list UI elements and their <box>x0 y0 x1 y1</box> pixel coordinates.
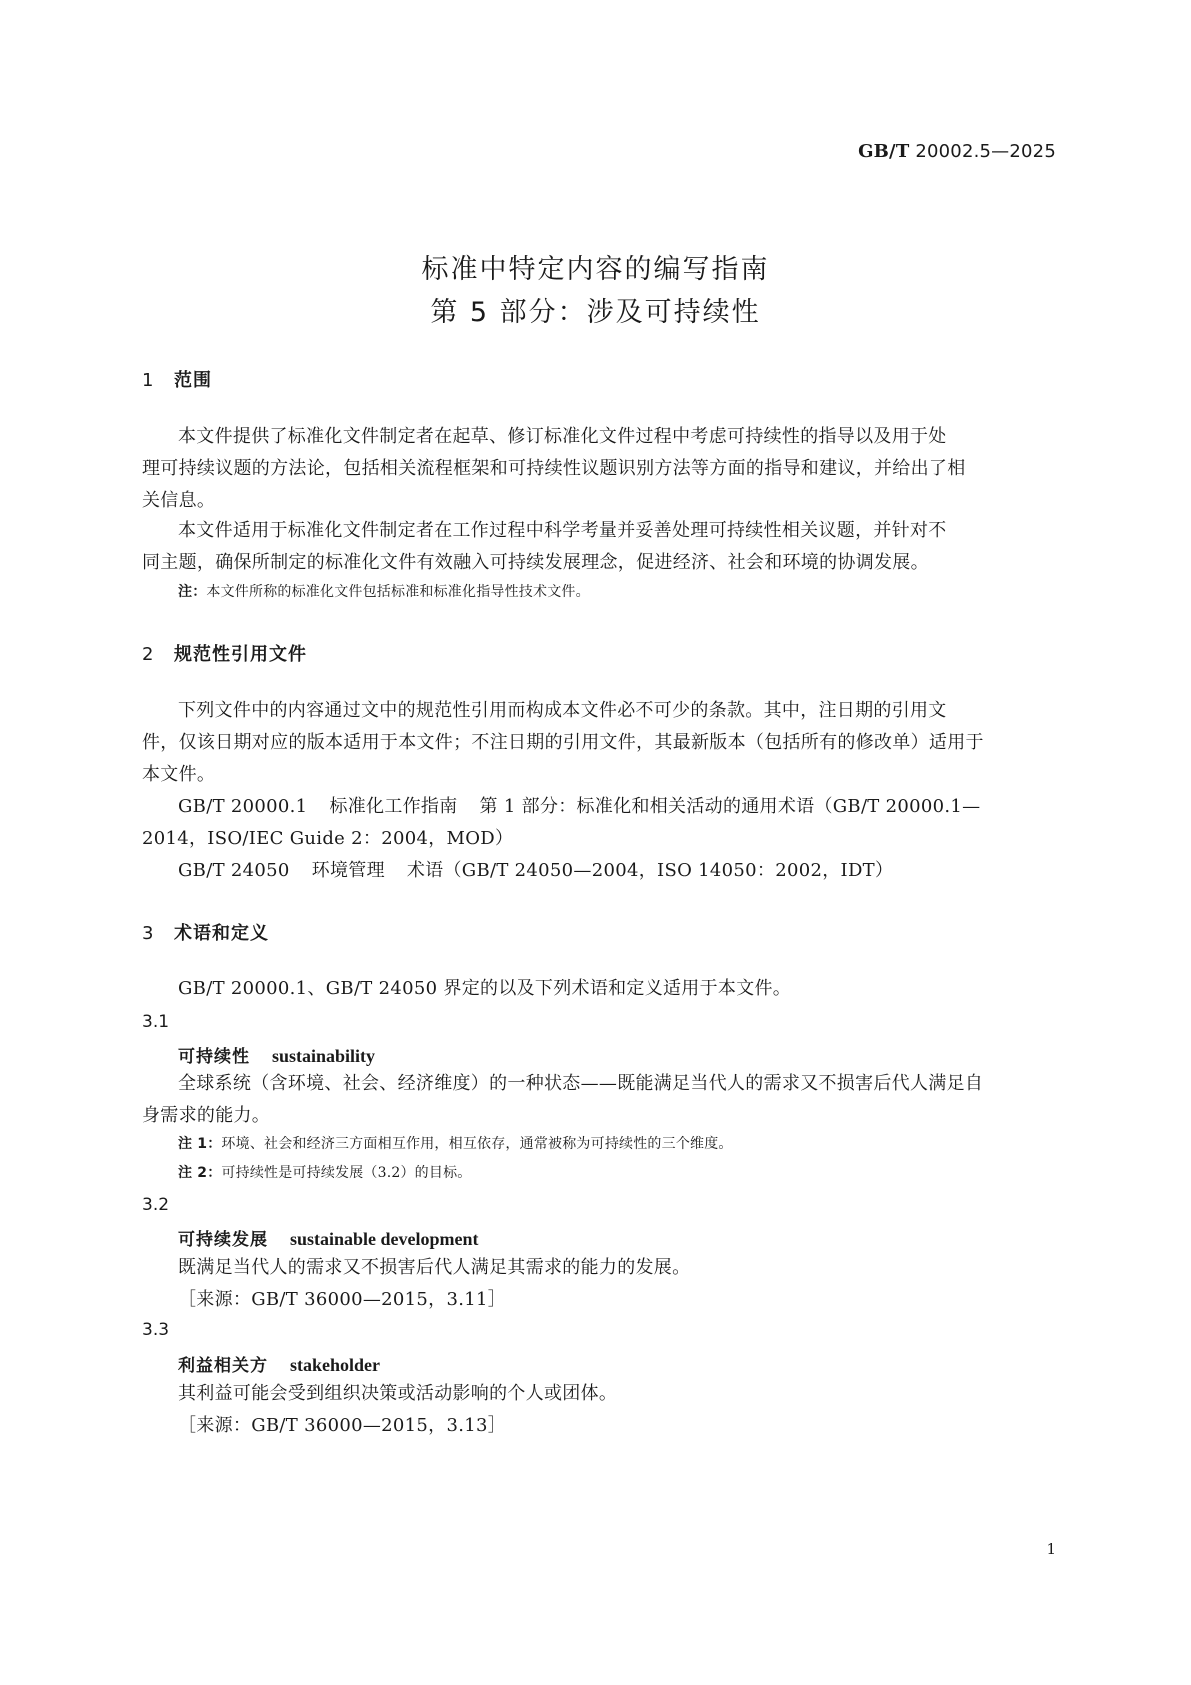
text-line: 下列文件中的内容通过文中的规范性引用而构成本文件必不可少的条款。其中，注日期的引用文 <box>178 700 947 721</box>
reference-line <box>142 855 1057 887</box>
reference-code: GB/T 24050 <box>178 860 290 881</box>
term-number: 3.1 <box>142 1012 170 1032</box>
text-line: 本文件。 <box>142 764 216 785</box>
term-english: sustainable development <box>290 1229 479 1249</box>
text-line: 全球系统（含环境、社会、经济维度）的一种状态——既能满足当代人的需求又不损害后代人满足自 <box>178 1073 984 1094</box>
reference-entry-1 <box>142 791 1057 855</box>
term-number: 3.2 <box>142 1195 170 1215</box>
reference-title-part-b: 第 1 部分：标准化和相关活动的通用术语（GB/T 20000.1— <box>479 796 981 817</box>
term-heading <box>142 1225 1093 1250</box>
section-heading-scope <box>142 366 1057 392</box>
term-definition <box>142 1378 1057 1442</box>
text-line: 本文件适用于标准化文件制定者在工作过程中科学考量并妥善处理可持续性相关议题，并针对不 <box>178 520 947 541</box>
section-heading-terms <box>142 919 1057 945</box>
reference-title-part-a: 标准化工作指南 <box>329 796 458 817</box>
term-chinese: 可持续发展 <box>178 1230 268 1250</box>
term-source: ［来源：GB/T 36000—2015，3.11］ <box>178 1289 507 1310</box>
text-line: 身需求的能力。 <box>142 1105 271 1126</box>
section-number: 3 <box>142 923 155 944</box>
standard-code-prefix: GB/T <box>858 141 910 162</box>
standard-code <box>858 141 1056 162</box>
section-title: 规范性引用文件 <box>174 644 307 665</box>
note-text: 本文件所称的标准化文件包括标准和标准化指导性技术文件。 <box>206 584 590 600</box>
term-english: sustainability <box>272 1046 376 1066</box>
text-line: GB/T 20000.1、GB/T 24050 界定的以及下列术语和定义适用于本文件。 <box>178 978 792 999</box>
term-definition <box>142 1252 1057 1316</box>
reference-line-2: 2014，ISO/IEC Guide 2：2004，MOD） <box>142 828 514 849</box>
term-number: 3.3 <box>142 1320 170 1340</box>
reference-entry-2 <box>142 855 1057 887</box>
scope-paragraph-2 <box>142 515 1057 579</box>
term-english: stakeholder <box>290 1355 380 1375</box>
term-definition <box>142 1068 1057 1132</box>
term-heading <box>142 1351 1093 1376</box>
scope-note <box>142 581 1093 603</box>
text-line: 关信息。 <box>142 490 216 511</box>
note-text: 环境、社会和经济三方面相互作用，相互依存，通常被称为可持续性的三个维度。 <box>221 1136 733 1152</box>
note-label: 注 1： <box>178 1136 222 1152</box>
section-number: 2 <box>142 644 155 665</box>
section-title: 范围 <box>174 370 212 391</box>
term-chinese: 利益相关方 <box>178 1356 268 1376</box>
term-chinese: 可持续性 <box>178 1047 250 1067</box>
reference-line <box>142 791 1057 823</box>
standard-code-number: 20002.5—2025 <box>915 141 1056 162</box>
note-text: 可持续性是可持续发展（3.2）的目标。 <box>221 1165 472 1181</box>
term-note-2 <box>142 1162 1093 1184</box>
text-line: 理可持续议题的方法论，包括相关流程框架和可持续性议题识别方法等方面的指导和建议，并给出了相 <box>142 458 966 479</box>
reference-title-part-b: 术语（GB/T 24050—2004，ISO 14050：2002，IDT） <box>406 860 894 881</box>
term-heading <box>142 1042 1093 1067</box>
normative-references-paragraph <box>142 695 1057 791</box>
note-label: 注： <box>178 584 207 600</box>
text-line: 同主题，确保所制定的标准化文件有效融入可持续发展理念，促进经济、社会和环境的协调发展。 <box>142 552 929 573</box>
text-line: 件，仅该日期对应的版本适用于本文件；不注日期的引用文件，其最新版本（包括所有的修改单）适用于 <box>142 732 984 753</box>
note-label: 注 2： <box>178 1165 222 1181</box>
section-number: 1 <box>142 370 155 391</box>
page-number: 1 <box>1046 1540 1056 1558</box>
term-source: ［来源：GB/T 36000—2015，3.13］ <box>178 1415 507 1436</box>
term-note-1 <box>142 1133 1093 1155</box>
document-title-line2: 第 5 部分：涉及可持续性 <box>430 297 761 328</box>
section-heading-normative-references <box>142 640 1057 666</box>
reference-code: GB/T 20000.1 <box>178 796 308 817</box>
section-title: 术语和定义 <box>174 923 269 944</box>
terms-intro <box>142 973 1057 1005</box>
reference-title-part-a: 环境管理 <box>311 860 385 881</box>
text-line: 本文件提供了标准化文件制定者在起草、修订标准化文件过程中考虑可持续性的指导以及用于处 <box>178 426 947 447</box>
document-title-line1: 标准中特定内容的编写指南 <box>421 254 770 285</box>
text-line: 既满足当代人的需求又不损害后代人满足其需求的能力的发展。 <box>178 1257 691 1278</box>
text-line: 其利益可能会受到组织决策或活动影响的个人或团体。 <box>178 1383 618 1404</box>
scope-paragraph-1 <box>142 421 1057 517</box>
